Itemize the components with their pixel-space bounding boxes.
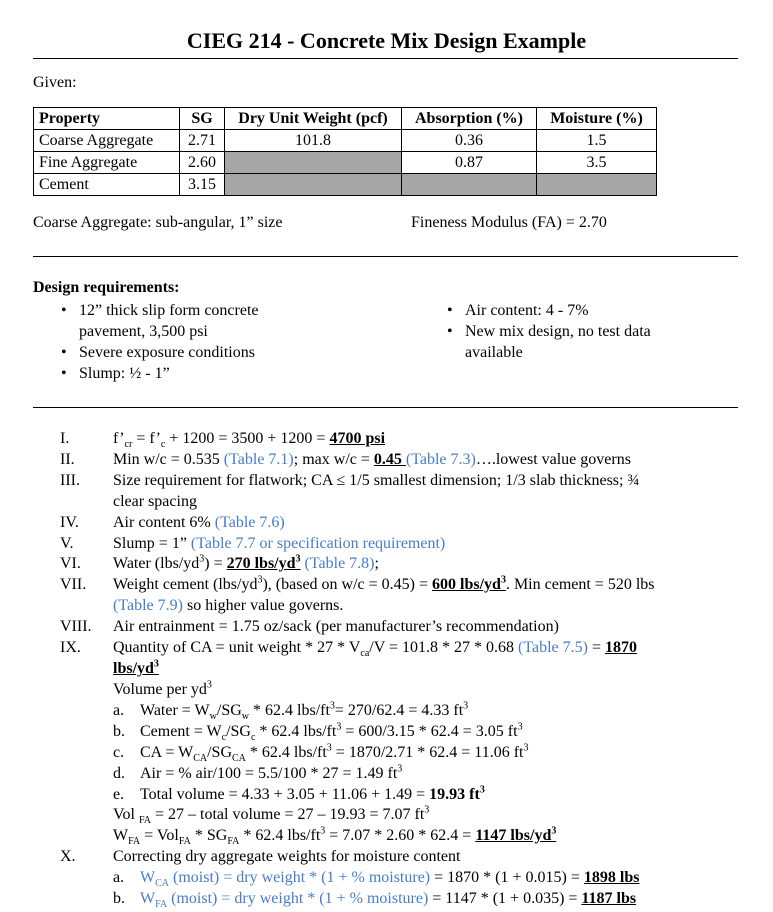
cement-volume: Cement = $W_c/SG_c * 62.4$ lbs/$ft^3 = 600/3.15 * 62.4 = 3.05$ $ft^3$ <box>140 721 523 744</box>
list-item-text: Slump: ½ - 1” <box>79 365 170 382</box>
step-8: Air entrainment = 1.75 oz/sack (per manufacturer’s recommendation) <box>113 618 559 635</box>
ca-volume: CA = $W_{CA}/SG_{CA} * 62.4$ lbs/$ft^3 = 1870/2.71 * 62.4 = 11.06$ $ft^3$ <box>140 742 529 765</box>
section-divider <box>33 407 738 408</box>
step-5: Slump = 1” (Table 7.7 or specification requirement) <box>113 535 446 552</box>
step-number: VI. <box>60 555 81 572</box>
step-3-cont: clear spacing <box>113 493 197 510</box>
table-header: SG <box>180 108 225 130</box>
step-1: $f’_{cr}$ = $f’_c + 1200 = 3500 + 1200 = 4700$ psi <box>113 430 386 451</box>
table-header: Dry Unit Weight (pcf) <box>225 108 402 130</box>
sub-label: d. <box>113 765 125 782</box>
table-cell: Cement <box>34 174 180 196</box>
table-cell: 3.5 <box>537 152 657 174</box>
table-cell-empty <box>402 174 537 196</box>
step-10: Correcting dry aggregate weights for moisture content <box>113 848 461 865</box>
list-item <box>439 321 651 363</box>
ca-moist-weight: $W_{CA}$ (moist) = dry weight * (1 + % moisture) = 1870 * (1 + 0.015) = 1898 lbs <box>140 869 640 890</box>
table-header: Moisture (%) <box>537 108 657 130</box>
step-number: X. <box>60 848 76 865</box>
sub-label: b. <box>113 890 125 907</box>
step-number: IX. <box>60 639 81 656</box>
title-divider <box>33 58 738 59</box>
step-4: Air content 6% (Table 7.6) <box>113 514 285 531</box>
step-number: II. <box>60 451 75 468</box>
list-item <box>53 363 259 384</box>
fa-volume: Vol $_{FA}$ = 27 – total volume = 27 – 19.93 = 7.07 $ft^3$ <box>113 804 430 827</box>
list-item-text: pavement, 3,500 psi <box>79 323 208 340</box>
table-cell: Fine Aggregate <box>34 152 180 174</box>
table-cell-empty <box>225 152 402 174</box>
list-item-text: Air content: 4 - 7% <box>465 302 589 319</box>
list-item-text: 12” thick slip form concrete <box>79 302 259 319</box>
step-2: Min w/c = 0.535 (Table 7.1); max w/c = 0.45 (Table 7.3)….lowest value governs <box>113 451 631 468</box>
table-cell: 3.15 <box>180 174 225 196</box>
table-cell-empty <box>225 174 402 196</box>
list-item <box>53 300 259 342</box>
fa-weight: $W_{FA} = Vol_{FA} * SG_{FA} * 62.4$ lbs/$ft^3 = 7.07 * 2.60 * 62.4 = 1147$ lbs/$yd^3$ <box>113 825 557 848</box>
given-label: Given: <box>33 74 77 91</box>
table-cell-empty <box>537 174 657 196</box>
design-requirements-label: Design requirements: <box>33 279 180 296</box>
sub-label: e. <box>113 786 125 803</box>
table-cell: 101.8 <box>225 130 402 152</box>
table-cell: 0.36 <box>402 130 537 152</box>
total-volume: Total volume = 4.33 + 3.05 + 11.06 + 1.49 = 19.93 $ft^3$ <box>140 784 485 803</box>
step-9: Quantity of CA = unit weight * $27 * V_{ca}/V = 101.8 * 27 * 0.68$ (Table 7.5) = 1870 <box>113 639 638 660</box>
water-volume: Water = $W_w/SG_w * 62.4$ lbs/$ft^3= 270/62.4 = 4.33$ $ft^3$ <box>140 700 469 723</box>
section-divider <box>33 256 738 257</box>
sub-label: b. <box>113 723 125 740</box>
step-6: Water $(lbs/yd^3) = 270$ lbs/$yd^3$ (Table 7.8); <box>113 553 379 572</box>
sub-label: a. <box>113 702 125 719</box>
table-cell: 2.71 <box>180 130 225 152</box>
table-cell: 1.5 <box>537 130 657 152</box>
table-row <box>34 130 657 152</box>
table-cell: Coarse Aggregate <box>34 130 180 152</box>
step-number: I. <box>60 430 70 447</box>
coarse-aggregate-info: Coarse Aggregate: sub-angular, 1” size <box>33 214 283 231</box>
step-number: V. <box>60 535 74 552</box>
step-number: IV. <box>60 514 79 531</box>
list-item <box>53 342 259 363</box>
table-cell: 0.87 <box>402 152 537 174</box>
table-header: Property <box>34 108 180 130</box>
step-number: VIII. <box>60 618 92 635</box>
step-number: III. <box>60 472 80 489</box>
requirements-list-right <box>439 300 651 363</box>
step-number: VII. <box>60 576 87 593</box>
list-item-text: available <box>465 344 523 361</box>
properties-table <box>33 107 657 196</box>
table-cell: 2.60 <box>180 152 225 174</box>
step-9-cont: lbs/$yd^3$ <box>113 658 159 677</box>
requirements-list-left <box>53 300 259 384</box>
sub-label: c. <box>113 744 125 761</box>
table-header: Absorption (%) <box>402 108 537 130</box>
step-7-cont: (Table 7.9) so higher value governs. <box>113 597 344 614</box>
list-item <box>439 300 651 321</box>
fineness-modulus-info: Fineness Modulus (FA) = 2.70 <box>411 214 607 231</box>
page-title: CIEG 214 - Concrete Mix Design Example <box>186 28 587 53</box>
table-row <box>34 174 657 196</box>
step-7: Weight cement $(lbs/yd^3)$, (based on w/c = 0.45) = 600 lbs/$yd^3$. Min cement = 520 lbs <box>113 574 655 593</box>
volume-per-yd: Volume per $yd^3$ <box>113 679 212 698</box>
step-3: Size requirement for flatwork; CA ≤ 1/5 smallest dimension; 1/3 slab thickness; ¾ <box>113 472 640 489</box>
table-header-row <box>34 108 657 130</box>
fa-moist-weight: $W_{FA}$ (moist) = dry weight * (1 + % moisture) = 1147 * (1 + 0.035) = 1187 lbs <box>140 890 637 911</box>
table-row <box>34 152 657 174</box>
list-item-text: Severe exposure conditions <box>79 344 255 361</box>
sub-label: a. <box>113 869 125 886</box>
list-item-text: New mix design, no test data <box>465 323 651 340</box>
air-volume: Air = % air/100 = 5.5/100 * 27 = 1.49 $ft^3$ <box>140 763 403 782</box>
